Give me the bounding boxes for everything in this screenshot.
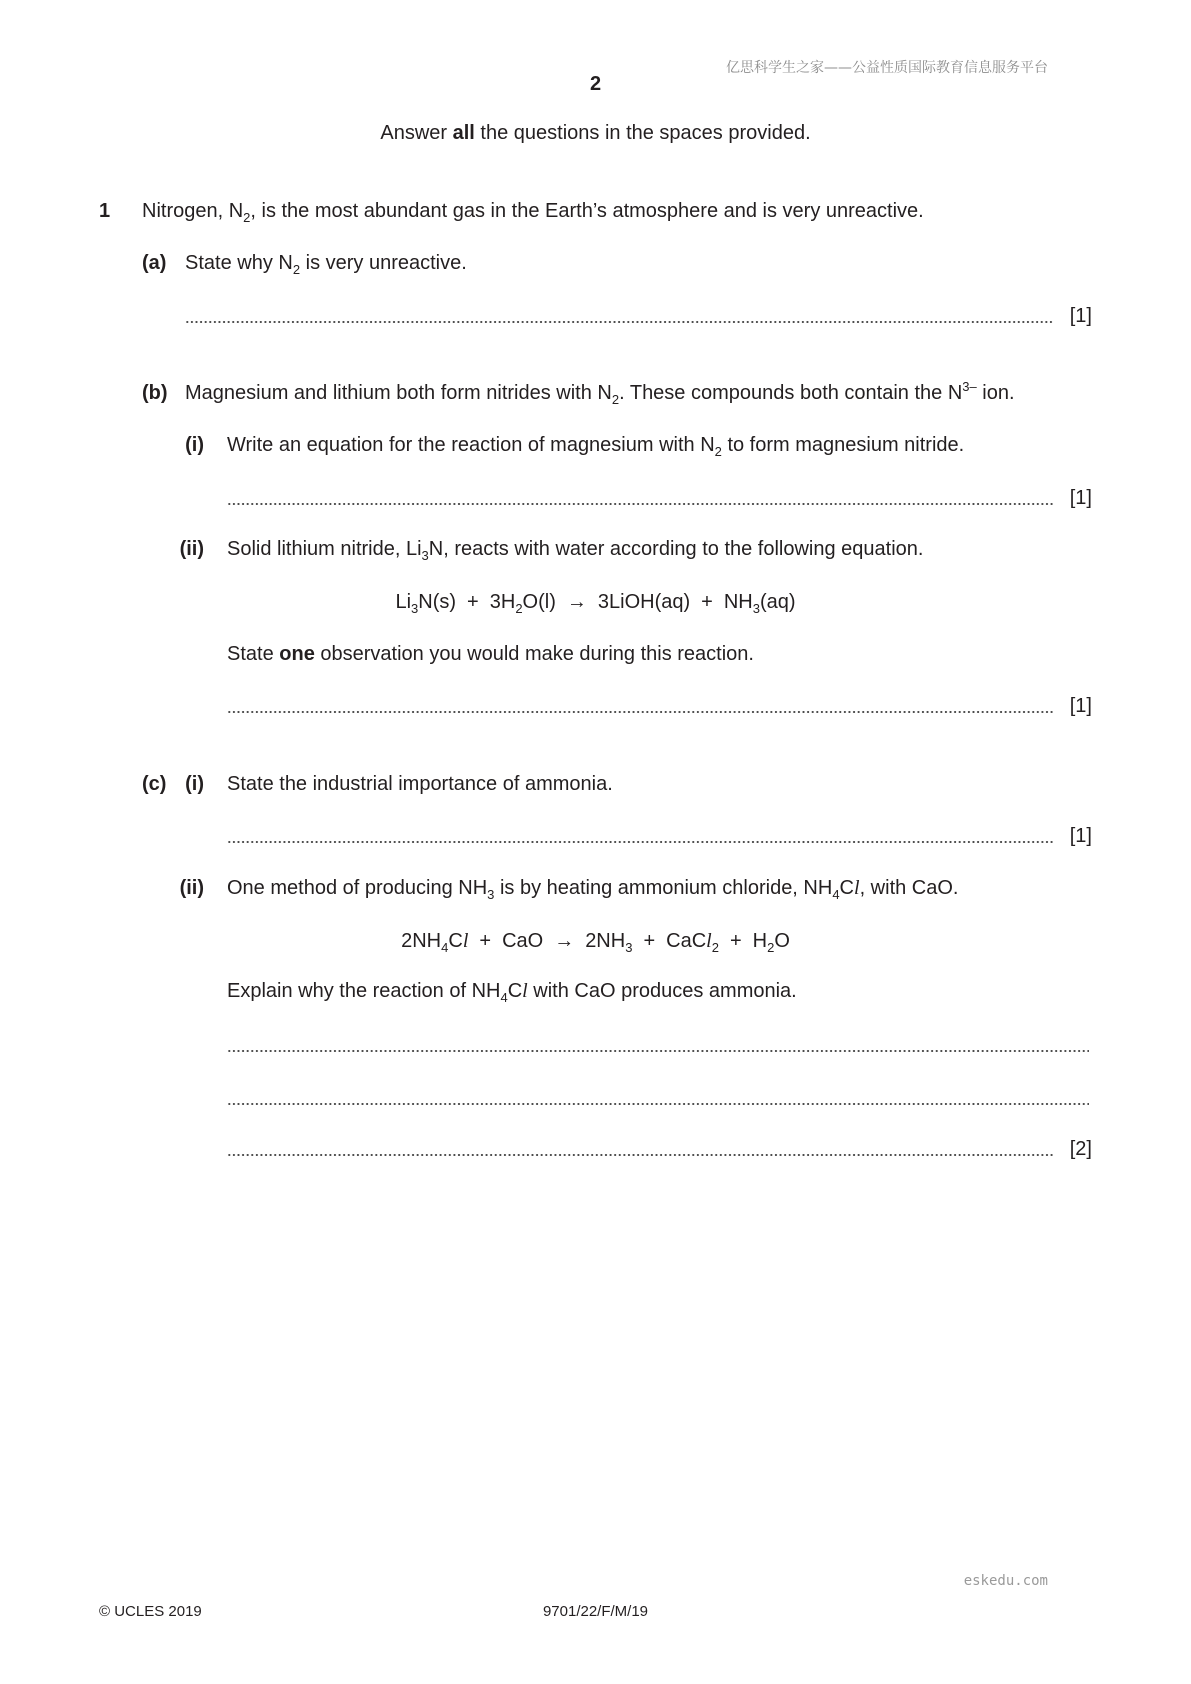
prompt-text: One method of producing NH	[227, 877, 488, 899]
subscript: 4	[832, 887, 840, 902]
part-b-ii-marks: [1]	[1069, 695, 1092, 717]
question-text: with CaO produces ammonia.	[527, 980, 797, 1002]
term-text: O	[774, 930, 790, 952]
part-b-ii-label: (ii)	[179, 538, 204, 560]
part-b-i-marks: [1]	[1069, 487, 1092, 509]
instruction-text: Answer	[380, 122, 453, 144]
subscript: 2	[292, 262, 301, 277]
equation-term	[585, 930, 633, 955]
subscript: 3	[421, 548, 429, 563]
term-text: NH	[723, 591, 753, 613]
prompt-text: to form magnesium nitride.	[721, 434, 965, 456]
watermark-text: 亿思科学生之家——公益性质国际教育信息服务平台	[726, 60, 1048, 76]
term-text: N(s)	[418, 591, 457, 613]
part-a-answer-line	[185, 320, 1053, 324]
instruction-emphasis: all	[452, 122, 475, 144]
equation-term	[723, 591, 796, 616]
term-text: 3LiOH(aq)	[597, 591, 691, 613]
page-number: 2	[589, 73, 602, 95]
part-c-i-label: (i)	[185, 773, 204, 795]
subscript: 2	[767, 940, 775, 955]
part-c-ii-question	[227, 979, 797, 1003]
subscript: 4	[500, 990, 508, 1005]
italic-l: l	[854, 877, 860, 899]
equation-term	[395, 591, 457, 616]
prompt-text: Solid lithium nitride, Li	[227, 538, 422, 560]
question-text: observation you would make during this reaction.	[314, 643, 754, 665]
stem-text: Nitrogen, N	[142, 200, 244, 222]
equation-term	[489, 591, 556, 616]
subscript: 4	[441, 940, 449, 955]
part-b-intro	[185, 381, 1015, 405]
italic-l: l	[522, 980, 528, 1002]
subscript: 2	[611, 392, 620, 407]
paper-code: 9701/22/F/M/19	[542, 1603, 649, 1620]
italic-l: l	[462, 930, 469, 952]
term-text: 3H	[489, 591, 516, 613]
equation-term	[401, 930, 469, 955]
prompt-text: is very unreactive.	[300, 252, 467, 274]
subscript: 3	[752, 601, 760, 616]
reaction-arrow: →	[554, 930, 575, 952]
question-text: State	[227, 643, 280, 665]
term-text: C	[448, 930, 463, 952]
plus-sign: +	[467, 591, 479, 613]
subscript: 3	[411, 601, 419, 616]
plus-sign: +	[729, 930, 742, 952]
part-c-i-prompt: State the industrial importance of ammonia.	[227, 773, 613, 795]
part-b-ii-answer-line	[227, 710, 1053, 714]
instruction	[0, 121, 1191, 145]
question-number: 1	[99, 200, 111, 222]
part-b-i-prompt	[227, 433, 964, 457]
part-c-ii-prompt	[227, 876, 958, 900]
subscript: 3	[625, 940, 633, 955]
equation-term	[598, 591, 690, 613]
site-watermark: eskedu.com	[963, 1573, 1048, 1589]
part-c-ii-answer-line	[227, 1102, 1089, 1106]
term-text: O(l)	[522, 591, 556, 613]
instruction-text: the questions in the spaces provided.	[474, 122, 811, 144]
stem-text: , is the most abundant gas in the Earth’s atmosphere and is very unreactive.	[250, 200, 924, 222]
part-a-prompt	[185, 251, 467, 275]
equation-lithium-nitride-water	[0, 590, 1191, 614]
prompt-text: N, reacts with water according to the following equation.	[428, 538, 924, 560]
intro-text: ion.	[976, 382, 1015, 404]
term-text: CaO	[502, 930, 544, 952]
term-text: H	[752, 930, 768, 952]
subscript: 2	[515, 601, 523, 616]
part-c-i-marks: [1]	[1069, 825, 1092, 847]
part-c-ii-answer-line	[227, 1153, 1053, 1157]
part-c-i-answer-line	[227, 840, 1053, 844]
equation-term	[752, 930, 790, 955]
equation-term	[666, 930, 719, 955]
subscript: 2	[714, 444, 722, 459]
question-stem	[142, 199, 924, 223]
part-b-ii-prompt	[227, 537, 923, 561]
plus-sign: +	[701, 591, 713, 613]
superscript: 3–	[962, 379, 977, 394]
part-b-ii-question	[227, 642, 754, 666]
part-b-i-answer-line	[227, 502, 1053, 506]
subscript: 2	[243, 210, 251, 225]
term-text: CaC	[666, 930, 707, 952]
part-c-ii-marks: [2]	[1069, 1138, 1092, 1160]
intro-text: . These compounds both contain the N	[619, 382, 963, 404]
subscript: 3	[487, 887, 495, 902]
prompt-text: State why N	[185, 252, 293, 274]
term-text: 2NH	[401, 930, 442, 952]
question-text: C	[507, 980, 523, 1002]
part-c-label: (c)	[142, 773, 167, 795]
term-text: (aq)	[759, 591, 796, 613]
equation-term	[502, 930, 543, 952]
prompt-text: Write an equation for the reaction of magnesium with N	[227, 434, 715, 456]
question-emphasis: one	[279, 643, 315, 665]
equation-ammonium-chloride-cao	[0, 929, 1191, 953]
part-b-label: (b)	[142, 382, 168, 404]
subscript: 2	[711, 940, 719, 955]
prompt-text: C	[839, 877, 854, 899]
prompt-text: , with CaO.	[859, 877, 959, 899]
term-text: Li	[395, 591, 412, 613]
intro-text: Magnesium and lithium both form nitrides with N	[185, 382, 612, 404]
question-text: Explain why the reaction of NH	[227, 980, 501, 1002]
copyright: © UCLES 2019	[99, 1603, 202, 1620]
reaction-arrow: →	[566, 591, 587, 613]
plus-sign: +	[479, 930, 492, 952]
part-c-ii-label: (ii)	[179, 877, 204, 899]
part-b-i-label: (i)	[185, 434, 204, 456]
term-text: 2NH	[585, 930, 626, 952]
prompt-text: is by heating ammonium chloride, NH	[494, 877, 833, 899]
italic-l: l	[706, 930, 712, 952]
part-a-marks: [1]	[1069, 305, 1092, 327]
plus-sign: +	[643, 930, 656, 952]
part-a-label: (a)	[142, 252, 167, 274]
part-c-ii-answer-line	[227, 1049, 1089, 1053]
